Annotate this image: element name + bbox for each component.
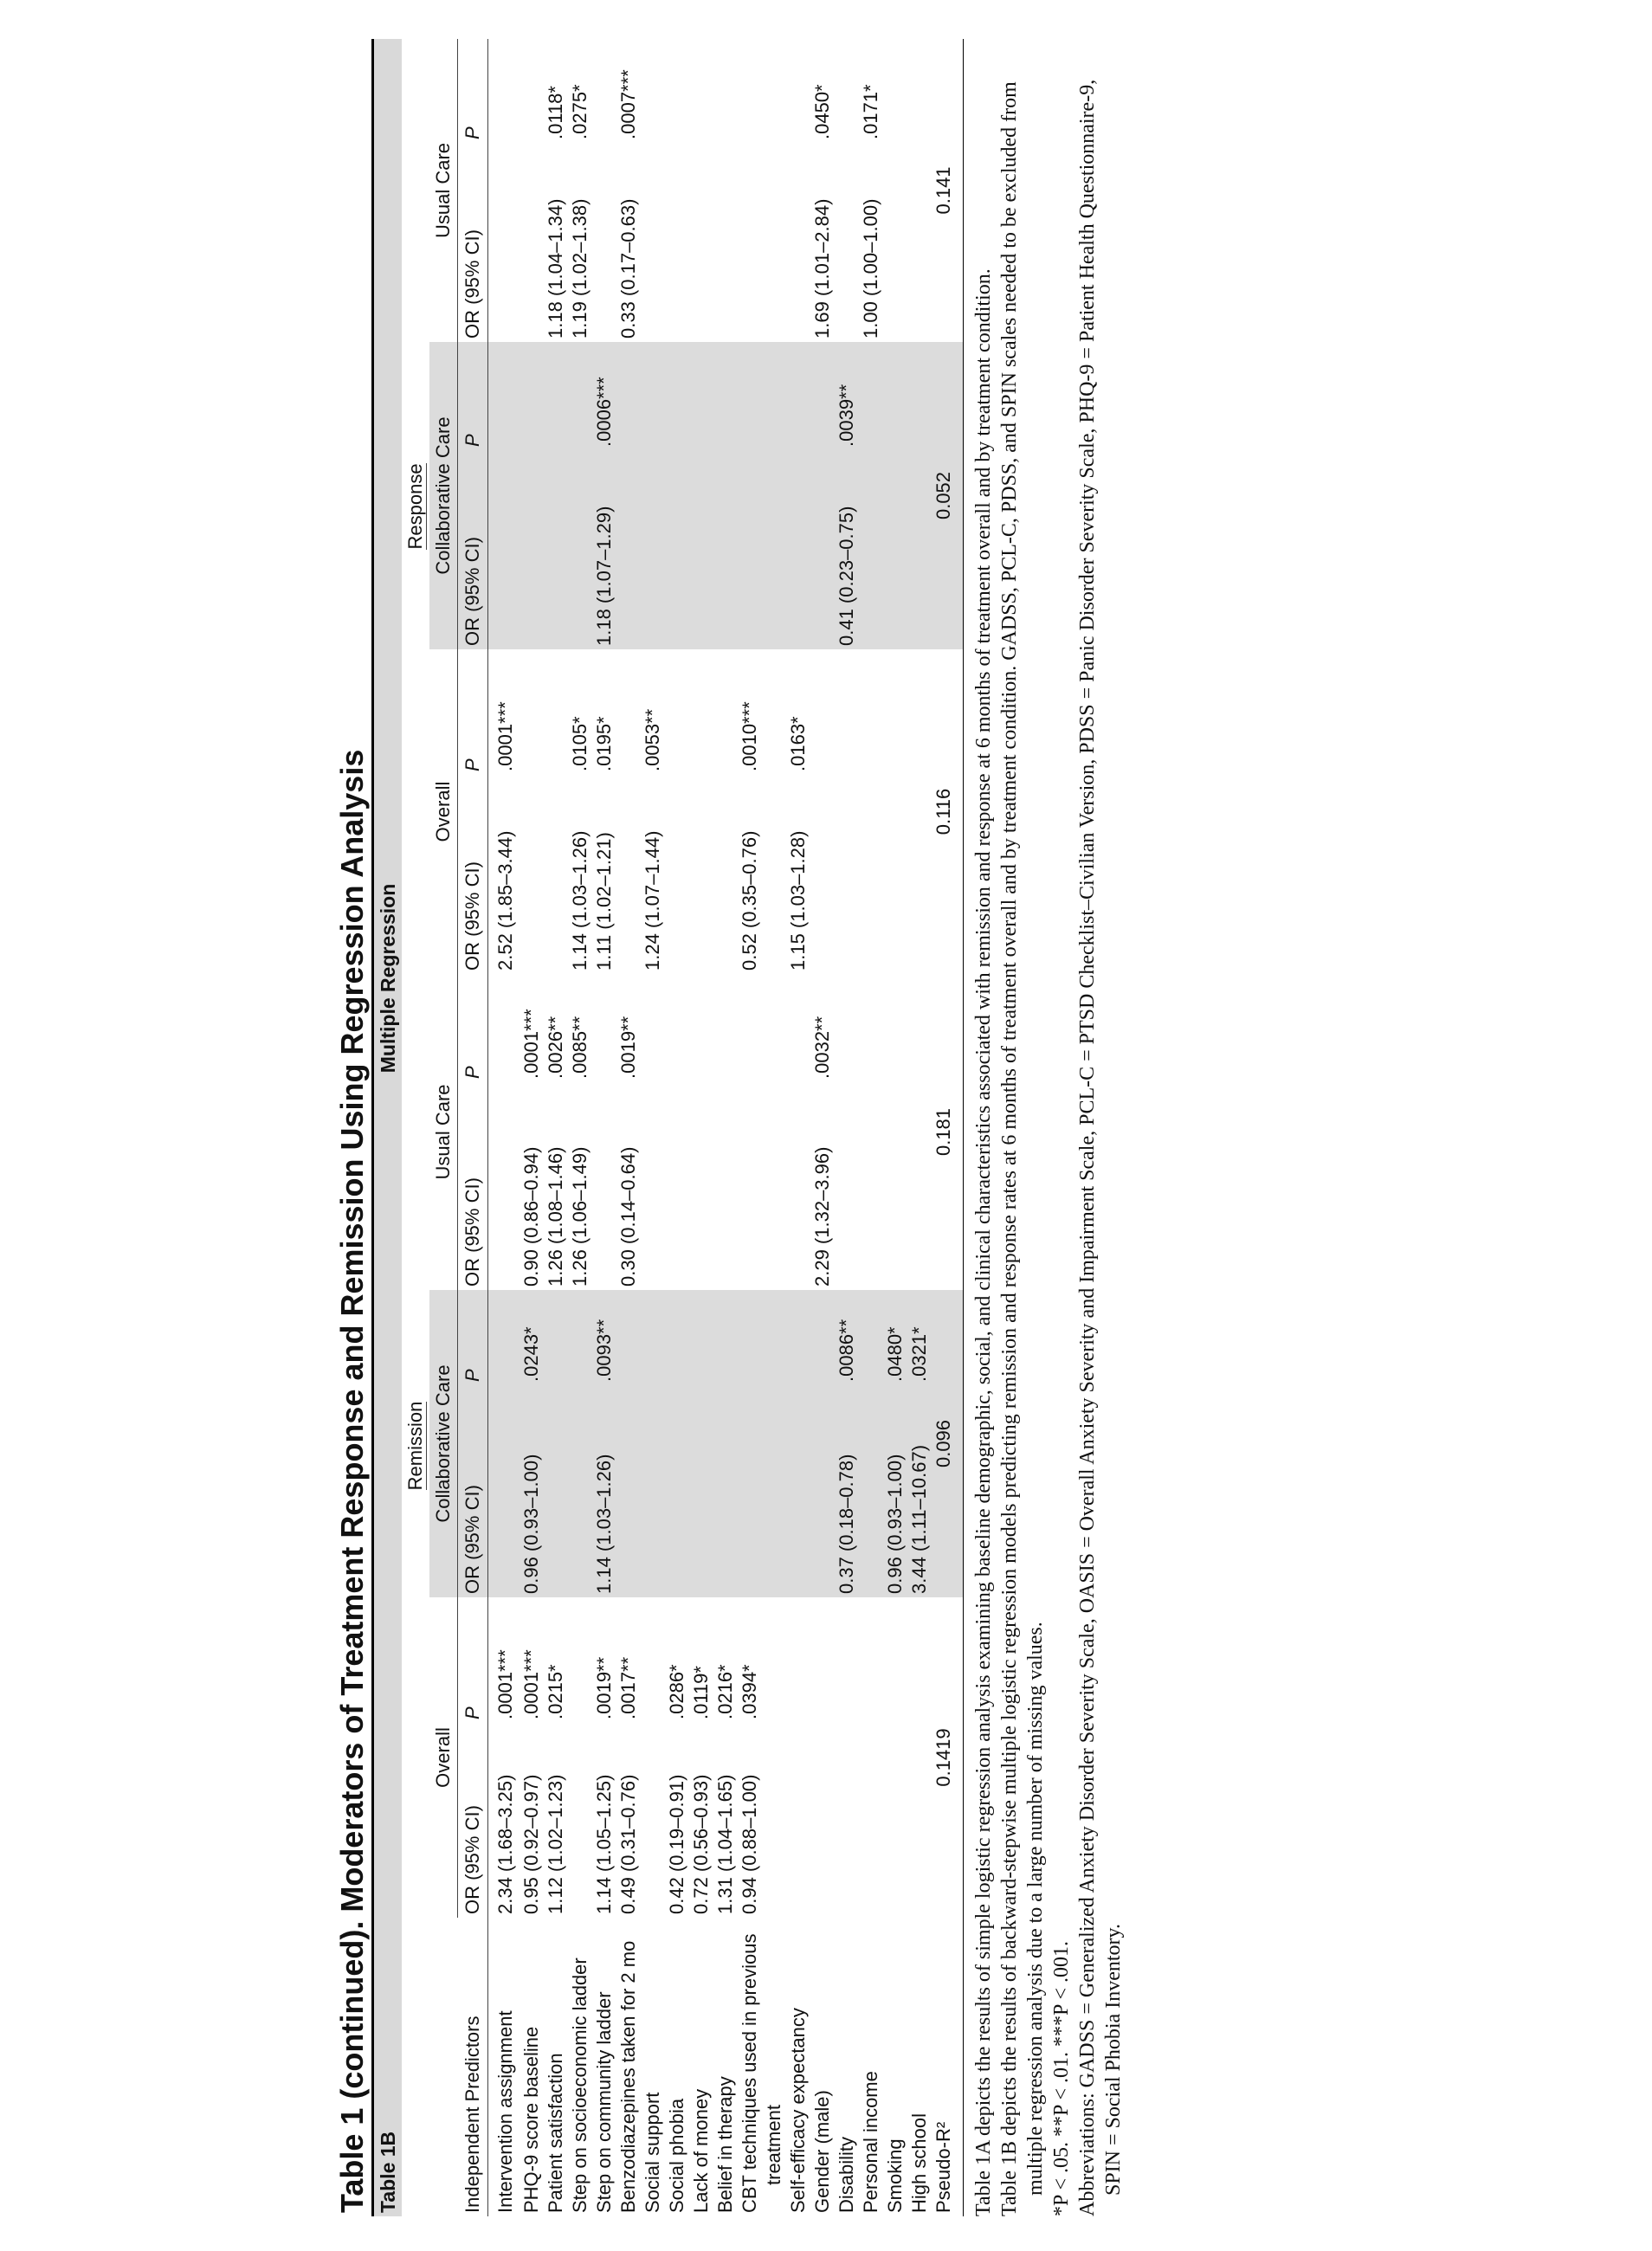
p-value-cell: .0010*** <box>739 701 760 771</box>
p-value-cell <box>738 342 762 450</box>
predictor-label: Intervention assignment <box>494 2010 516 2213</box>
p-header: P <box>458 974 488 1082</box>
p-value-cell <box>883 974 907 1082</box>
p-value-cell: .0163* <box>787 716 809 771</box>
pseudo-r2-label: Pseudo-R² <box>932 2121 954 2213</box>
or-ci-cell: 0.52 (0.35–0.76) <box>739 830 760 971</box>
pseudo-r2-value: 0.141 <box>932 166 954 215</box>
or-ci-cell: 1.26 (1.06–1.49) <box>569 1146 590 1287</box>
or-ci-cell <box>568 450 592 649</box>
p-value-cell <box>907 39 932 143</box>
or-ci-cell <box>738 143 762 342</box>
predictor-label: Step on community ladder <box>593 1991 615 2213</box>
table-row <box>641 39 665 2216</box>
predictor-label: Personal income <box>860 2071 881 2213</box>
p-value-cell <box>907 342 932 450</box>
or-ci-cell <box>488 1082 520 1290</box>
p-value-cell <box>835 1597 859 1723</box>
predictor-label: Social phobia <box>666 2098 687 2213</box>
predictors-header: Independent Predictors <box>458 1918 488 2216</box>
p-value-cell <box>689 649 713 775</box>
p-value-cell: .0105* <box>569 716 590 771</box>
p-value-cell <box>488 342 520 450</box>
or-ci-cell <box>665 450 689 649</box>
p-value-cell: .0026** <box>545 1016 566 1079</box>
p-value-cell <box>713 649 738 775</box>
or-ci-cell: 1.69 (1.01–2.84) <box>811 198 833 339</box>
or-ci-cell <box>713 775 738 974</box>
table-row <box>519 39 544 2216</box>
p-value-cell: .0195* <box>593 716 615 771</box>
or-ci-cell <box>641 1082 665 1290</box>
p-value-cell: .0093** <box>592 1290 616 1385</box>
p-value-cell <box>835 39 859 143</box>
or-ci-cell: 0.33 (0.17–0.63) <box>617 198 639 339</box>
p-value-cell <box>544 649 568 775</box>
or-ci-cell <box>568 1385 592 1597</box>
remission-usual-header: Usual Care <box>429 974 458 1290</box>
or-ci-cell <box>883 1082 907 1290</box>
table-row <box>544 39 568 2216</box>
p-value-cell: .0001*** <box>494 1649 516 1719</box>
note-1a: Table 1A depicts the results of simple logistic regression analysis examining baseline demographic, social, and clinical characteristics associated with remission and response at 6 months of treatment overall and by treatment condition. <box>972 268 995 2216</box>
or-ci-cell <box>810 1723 835 1918</box>
or-ci-header: OR (95% CI) <box>458 1723 488 1918</box>
table-row-continuation <box>762 39 786 2216</box>
or-ci-cell <box>689 1385 713 1597</box>
or-ci-cell: 1.14 (1.03–1.26) <box>569 830 590 971</box>
predictor-label: Social support <box>642 2092 663 2213</box>
p-value-cell: .0086** <box>835 1290 859 1385</box>
or-ci-cell: 0.96 (0.93–1.00) <box>519 1385 544 1597</box>
p-value-cell: .0053** <box>642 708 663 771</box>
p-value-cell <box>713 39 738 143</box>
or-ci-cell <box>488 143 520 342</box>
predictor-label: Patient satisfaction <box>545 2053 566 2213</box>
p-value-cell <box>738 39 762 143</box>
or-ci-cell <box>544 450 568 649</box>
table-row <box>810 39 835 2216</box>
table-label-bar <box>374 39 402 2216</box>
predictor-label: Self-efficacy expectancy <box>787 2008 809 2213</box>
p-value-cell: .0480* <box>883 1290 907 1385</box>
or-ci-cell <box>544 775 568 974</box>
or-ci-cell <box>786 143 810 342</box>
or-ci-cell <box>519 775 544 974</box>
or-ci-cell <box>689 775 713 974</box>
predictor-label: Belief in therapy <box>714 2076 736 2213</box>
or-ci-cell: 1.24 (1.07–1.44) <box>642 830 663 971</box>
or-ci-cell: 0.37 (0.18–0.78) <box>835 1385 859 1597</box>
or-ci-cell <box>859 1385 883 1597</box>
or-ci-cell <box>713 450 738 649</box>
p-value-cell <box>689 39 713 143</box>
or-ci-cell <box>519 450 544 649</box>
table-row <box>616 39 641 2216</box>
p-value-cell <box>883 342 907 450</box>
p-value-cell <box>488 1290 520 1385</box>
or-ci-cell <box>883 143 907 342</box>
p-value-cell <box>786 39 810 143</box>
p-value-cell <box>592 39 616 143</box>
or-ci-cell <box>616 1385 641 1597</box>
p-value-cell: .0085** <box>569 1016 590 1079</box>
predictor-label: High school <box>908 2113 930 2213</box>
or-ci-cell <box>713 1082 738 1290</box>
or-ci-cell <box>786 1723 810 1918</box>
or-ci-cell: 0.95 (0.92–0.97) <box>520 1774 542 1914</box>
or-ci-cell <box>641 1385 665 1597</box>
p-value-cell <box>859 1290 883 1385</box>
p-value-cell <box>519 649 544 775</box>
p-value-cell <box>786 1597 810 1723</box>
table-row <box>883 39 907 2216</box>
or-ci-cell <box>689 1082 713 1290</box>
or-ci-cell <box>665 1385 689 1597</box>
or-ci-cell <box>883 775 907 974</box>
predictor-label: CBT techniques used in previous <box>739 1933 760 2213</box>
p-value-cell: .0019** <box>593 1656 615 1719</box>
p-value-cell <box>859 342 883 450</box>
p-value-cell <box>810 649 835 775</box>
or-ci-cell: 2.52 (1.85–3.44) <box>494 830 516 971</box>
remission-overall-header: Overall <box>429 1597 458 1918</box>
p-value-cell: .0001*** <box>520 1009 542 1079</box>
or-ci-cell: 0.96 (0.93–1.00) <box>883 1385 907 1597</box>
predictor-label: Benzodiazepines taken for 2 mo <box>617 1940 639 2213</box>
p-value-cell: .0019** <box>617 1016 639 1079</box>
or-ci-cell <box>641 450 665 649</box>
p-value-cell: .0001*** <box>494 701 516 771</box>
or-ci-cell: 1.19 (1.02–1.38) <box>569 198 590 339</box>
p-value-cell: .0001*** <box>520 1649 542 1719</box>
or-ci-cell <box>835 1723 859 1918</box>
p-value-cell: .0394* <box>739 1664 760 1719</box>
p-value-cell <box>544 342 568 450</box>
table-label: Table 1B <box>374 1918 402 2216</box>
p-header: P <box>458 1290 488 1385</box>
p-value-cell: .0007*** <box>617 69 639 139</box>
or-ci-cell <box>488 450 520 649</box>
p-value-cell <box>665 1290 689 1385</box>
response-collab-header: Collaborative Care <box>429 342 458 649</box>
p-value-cell <box>689 974 713 1082</box>
or-ci-cell <box>738 450 762 649</box>
p-value-cell <box>689 342 713 450</box>
multiple-regression-header: Multiple Regression <box>374 39 402 1918</box>
p-value-cell: .0275* <box>569 84 590 139</box>
p-value-cell: .0215* <box>545 1664 566 1719</box>
p-value-cell <box>810 1290 835 1385</box>
p-value-cell <box>616 342 641 450</box>
p-value-cell <box>883 1597 907 1723</box>
p-value-cell <box>883 39 907 143</box>
or-ci-cell <box>713 1385 738 1597</box>
p-value-cell <box>835 649 859 775</box>
p-value-cell: .0017** <box>617 1656 639 1719</box>
or-ci-cell <box>907 143 932 342</box>
predictor-label: Step on socioeconomic ladder <box>569 1958 590 2213</box>
or-ci-cell <box>859 1082 883 1290</box>
p-value-cell <box>616 1290 641 1385</box>
p-value-cell: .0243* <box>519 1290 544 1385</box>
p-value-cell: .0118* <box>545 86 566 139</box>
p-value-cell: .0032** <box>811 1016 833 1079</box>
p-value-cell <box>544 1290 568 1385</box>
p-value-cell <box>665 649 689 775</box>
or-ci-cell: 2.34 (1.68–3.25) <box>494 1774 516 1914</box>
pseudo-r2-value: 0.096 <box>932 1290 958 1597</box>
p-value-cell <box>592 974 616 1082</box>
or-ci-cell <box>592 143 616 342</box>
table-row <box>786 39 810 2216</box>
p-value-cell <box>907 974 932 1082</box>
or-ci-cell <box>859 450 883 649</box>
p-header: P <box>458 649 488 775</box>
or-ci-cell <box>616 450 641 649</box>
or-ci-cell: 1.26 (1.08–1.46) <box>545 1146 566 1287</box>
p-value-cell <box>859 649 883 775</box>
pseudo-r2-value: 0.1419 <box>932 1728 954 1787</box>
or-ci-cell <box>519 143 544 342</box>
predictor-label: Smoking <box>884 2138 906 2213</box>
condition-header-row <box>429 39 458 2216</box>
table-row <box>568 39 592 2216</box>
p-value-cell <box>519 342 544 450</box>
or-ci-cell <box>616 775 641 974</box>
or-ci-cell <box>665 775 689 974</box>
p-value-cell <box>519 39 544 143</box>
p-value-cell <box>810 342 835 450</box>
or-ci-cell: 1.11 (1.02–1.21) <box>593 832 615 971</box>
or-ci-cell <box>810 775 835 974</box>
p-value-cell <box>713 974 738 1082</box>
p-value-cell <box>641 1290 665 1385</box>
or-ci-header: OR (95% CI) <box>458 143 488 342</box>
or-ci-cell <box>641 1723 665 1918</box>
outcome-header-row <box>402 39 429 2216</box>
or-ci-cell <box>738 1082 762 1290</box>
p-value-cell <box>665 342 689 450</box>
remission-collab-header: Collaborative Care <box>429 1290 458 1597</box>
or-ci-cell <box>641 143 665 342</box>
predictor-label-continuation: treatment <box>763 2105 784 2185</box>
p-value-cell <box>665 39 689 143</box>
or-ci-cell: 0.90 (0.86–0.94) <box>520 1146 542 1287</box>
regression-table <box>374 39 964 2216</box>
or-ci-cell <box>665 143 689 342</box>
response-header: Response <box>404 463 426 550</box>
or-ci-cell <box>907 1723 932 1918</box>
p-value-cell <box>713 342 738 450</box>
or-ci-cell <box>665 1082 689 1290</box>
p-value-cell <box>786 974 810 1082</box>
p-value-cell: .0119* <box>690 1666 712 1719</box>
note-1b: Table 1B depicts the results of backward-stepwise multiple logistic regression models predicting remission and response rates at 6 months of treatment overall and by treatment condition. GADSS, PCL-C, PDSS, and SPIN scales needed to be excluded from multiple regression analysis due to a large number of missing values. <box>998 81 1047 2216</box>
p-value-cell <box>859 1597 883 1723</box>
p-value-cell <box>568 1290 592 1385</box>
pseudo-r2-row <box>932 39 958 2216</box>
p-value-cell <box>641 1597 665 1723</box>
table-row <box>665 39 689 2216</box>
predictor-label: Lack of money <box>690 2088 712 2213</box>
table-row <box>689 39 713 2216</box>
p-value-cell <box>835 974 859 1082</box>
p-value-cell <box>859 974 883 1082</box>
p-value-cell <box>810 1597 835 1723</box>
p-value-cell <box>713 1290 738 1385</box>
p-value-cell <box>488 39 520 143</box>
column-header-row <box>458 39 488 2216</box>
or-ci-cell <box>568 1723 592 1918</box>
pseudo-r2-value: 0.116 <box>932 788 954 835</box>
p-value-cell <box>616 649 641 775</box>
or-ci-cell <box>544 1385 568 1597</box>
table-row <box>907 39 932 2216</box>
p-header: P <box>458 1597 488 1723</box>
or-ci-cell <box>907 450 932 649</box>
pseudo-r2-value: 0.181 <box>932 1107 954 1157</box>
or-ci-cell <box>786 1385 810 1597</box>
p-value-cell: .0450* <box>811 84 833 139</box>
p-value-cell <box>738 1290 762 1385</box>
predictor-label: PHQ-9 score baseline <box>520 2026 542 2213</box>
p-value-cell: .0321* <box>907 1290 932 1385</box>
table-body <box>488 39 964 2216</box>
or-ci-header: OR (95% CI) <box>458 775 488 974</box>
table-title: Table 1 (continued). Moderators of Treatment Response and Remission Using Regression Analysis <box>334 749 370 2213</box>
or-ci-cell: 2.29 (1.32–3.96) <box>811 1146 833 1287</box>
pseudo-r2-value: 0.052 <box>932 342 958 649</box>
or-ci-cell <box>859 775 883 974</box>
p-header: P <box>458 39 488 143</box>
or-ci-cell: 0.42 (0.19–0.91) <box>666 1774 687 1914</box>
or-ci-cell <box>713 143 738 342</box>
or-ci-cell <box>689 143 713 342</box>
table-row <box>592 39 616 2216</box>
p-value-cell <box>641 342 665 450</box>
or-ci-header: OR (95% CI) <box>458 1082 488 1290</box>
or-ci-cell: 3.44 (1.11–10.67) <box>907 1385 932 1597</box>
or-ci-cell <box>859 1723 883 1918</box>
p-value-cell <box>568 342 592 450</box>
p-value-cell: .0006*** <box>592 342 616 450</box>
note-abbreviations: Abbreviations: GADSS = Generalized Anxiety Disorder Severity Scale, OASIS = Overall Anxiety Severity and Impairment Scale, PCL-C = PTSD Checklist–Civilian Version, PDSS = Panic Disorder Severity Scale, PHQ-9 = Patient Health Questionnaire-9, SPIN = Social Phobia Inventory. <box>1076 79 1125 2216</box>
table-row <box>859 39 883 2216</box>
p-value-cell <box>689 1290 713 1385</box>
bottom-rule <box>958 39 964 2216</box>
table-row <box>738 39 762 2216</box>
predictor-label: Gender (male) <box>811 2090 833 2213</box>
or-ci-cell: 1.14 (1.05–1.25) <box>593 1774 615 1914</box>
note-significance: *P < .05. **P < .01. ***P < .001. <box>1050 1941 1073 2216</box>
or-ci-cell <box>835 143 859 342</box>
or-ci-cell <box>689 450 713 649</box>
p-value-cell <box>786 1290 810 1385</box>
p-value-cell <box>738 974 762 1082</box>
or-ci-cell <box>488 1385 520 1597</box>
table-row <box>835 39 859 2216</box>
or-ci-cell <box>907 775 932 974</box>
or-ci-cell <box>738 1385 762 1597</box>
or-ci-cell <box>835 775 859 974</box>
or-ci-cell: 0.72 (0.56–0.93) <box>690 1774 712 1914</box>
or-ci-cell: 0.41 (0.23–0.75) <box>835 450 859 649</box>
or-ci-cell <box>883 1723 907 1918</box>
or-ci-header: OR (95% CI) <box>458 450 488 649</box>
response-overall-header: Overall <box>429 649 458 974</box>
or-ci-cell <box>883 450 907 649</box>
p-value-cell: .0039** <box>835 342 859 450</box>
or-ci-cell <box>786 450 810 649</box>
or-ci-cell <box>592 1082 616 1290</box>
or-ci-cell <box>907 1082 932 1290</box>
p-value-cell <box>568 1597 592 1723</box>
or-ci-cell <box>786 1082 810 1290</box>
table-notes <box>971 39 1126 2216</box>
p-value-cell <box>907 1597 932 1723</box>
table-row <box>488 39 520 2216</box>
or-ci-cell: 1.18 (1.04–1.34) <box>545 198 566 339</box>
p-value-cell <box>665 974 689 1082</box>
p-value-cell <box>641 39 665 143</box>
p-value-cell <box>786 342 810 450</box>
response-usual-header: Usual Care <box>429 39 458 342</box>
p-value-cell <box>488 974 520 1082</box>
predictor-label: Disability <box>836 2136 857 2213</box>
p-value-cell: .0286* <box>666 1664 687 1719</box>
or-ci-cell: 0.30 (0.14–0.64) <box>617 1146 639 1287</box>
or-ci-cell <box>810 1385 835 1597</box>
p-value-cell <box>883 649 907 775</box>
p-value-cell <box>641 974 665 1082</box>
p-value-cell <box>907 649 932 775</box>
remission-header: Remission <box>404 1401 426 1491</box>
table-page <box>333 39 1126 2216</box>
or-ci-cell: 1.18 (1.07–1.29) <box>592 450 616 649</box>
or-ci-header: OR (95% CI) <box>458 1385 488 1597</box>
or-ci-cell: 1.12 (1.02–1.23) <box>545 1774 566 1914</box>
or-ci-cell <box>835 1082 859 1290</box>
or-ci-cell: 0.49 (0.31–0.76) <box>617 1774 639 1914</box>
or-ci-cell: 1.14 (1.03–1.26) <box>592 1385 616 1597</box>
table-row <box>713 39 738 2216</box>
or-ci-cell: 0.94 (0.88–1.00) <box>739 1774 760 1914</box>
p-value-cell: .0171* <box>860 84 881 139</box>
or-ci-cell: 1.15 (1.03–1.28) <box>787 830 809 971</box>
p-value-cell: .0216* <box>714 1664 736 1719</box>
or-ci-cell: 1.00 (1.00–1.00) <box>860 198 881 339</box>
p-header: P <box>458 342 488 450</box>
or-ci-cell: 1.31 (1.04–1.65) <box>714 1774 736 1914</box>
or-ci-cell <box>810 450 835 649</box>
